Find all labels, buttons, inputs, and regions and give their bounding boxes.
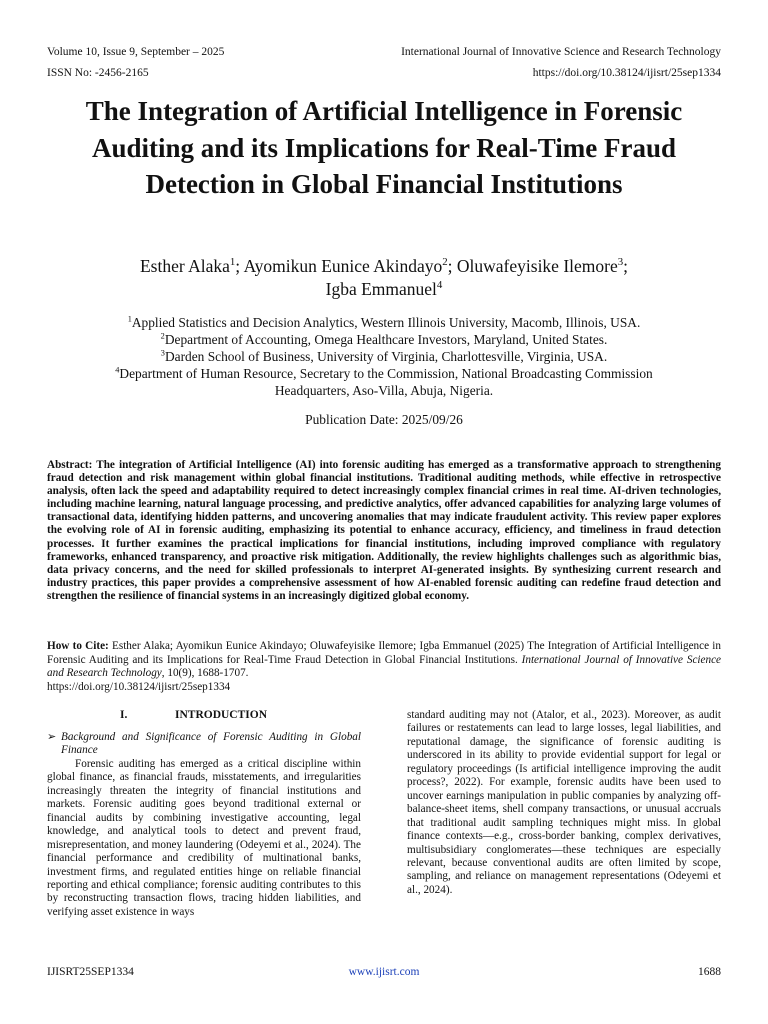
affiliation: $^4$Department of Human Resource, Secretary to the Commission, National Broadcasting Commission Headquarters, Aso-Villa, Abuja, Nigeria.: [115, 365, 653, 398]
body-paragraph: Forensic auditing has emerged as a critical discipline within global finance, as financial frauds, misstatements, and irregularities increasingly threaten the integrity of financial institutions and markets. Forensic auditing goes beyond traditional external or financial audits by combining investigative accounting, legal knowledge, and analytical tools to detect and prevent fraud, misrepresentation, and money laundering (Odeyemi et al., 2024). The financial performance and credibility of multinational banks, investment firms, and regulated entities hinge on reliable financial reporting and ethical compliance; forensic auditing contributes to this by reconstructing transaction flows, tracing hidden liabilities, and verifying asset existence in ways: [47, 757, 361, 918]
arrow-bullet-icon: ➢: [47, 731, 57, 743]
footer-page-number: 1688: [698, 966, 721, 978]
citation-journal: International Journal of Innovative Science and Research Technology: [47, 653, 722, 679]
section-number: I.: [120, 709, 128, 721]
affiliation-list: [60, 314, 708, 399]
affiliation: $^1$Applied Statistics and Decision Analytics, Western Illinois University, Macomb, Illinois, USA.: [127, 314, 641, 330]
footer-website-link[interactable]: www.ijisrt.com: [348, 966, 420, 978]
author-affiliation-mark: 3: [617, 256, 624, 269]
author-affiliation-mark: 4: [436, 279, 443, 292]
author-name: Esther Alaka: [139, 256, 230, 276]
citation-doi-link[interactable]: https://doi.org/10.38124/ijisrt/25sep1334: [47, 680, 231, 693]
citation-details: , 10(9), 1688-1707.: [161, 667, 249, 679]
author-name: Ayomikun Eunice Akindayo: [243, 256, 443, 276]
subsection-heading: [47, 731, 361, 758]
section-title: INTRODUCTION: [175, 709, 268, 721]
volume-info: Volume 10, Issue 9, September – 2025: [47, 46, 225, 58]
paper-title: The Integration of Artificial Intelligence in Forensic Auditing and its Implications for Real-Time Fraud Detection in Global Financial Institutions: [85, 96, 683, 199]
citation-text: Esther Alaka; Ayomikun Eunice Akindayo; Oluwafeyisike Ilemore; Igba Emmanuel (2025) The Integration of Artificial Intelligence in Forensic Auditing and its Implications for Real-Time Fraud Detection in Global Financial Institutions.: [47, 640, 721, 666]
author-list: Esther Alaka$^1$; Ayomikun Eunice Akindayo$^2$; Oluwafeyisike Ilemore$^3$; Igba Emmanuel$^4$: [139, 256, 629, 299]
issn-info: ISSN No: -2456-2165: [47, 67, 149, 79]
abstract: Abstract: The integration of Artificial Intelligence (AI) into forensic auditing has emerged as a transformative approach to strengthening fraud detection and risk management within global financial institutions. Traditional auditing methods, while effective in retrospective analysis, often lack the speed and adaptability required to detect increasingly complex financial crimes in real time. AI-driven technologies, including machine learning, natural language processing, and predictive analytics, offer advanced capabilities for analyzing large volumes of transactional data, identifying hidden patterns, and uncovering anomalies that may indicate fraudulent activity. This review paper explores the evolving role of AI in forensic auditing, emphasizing its potential to enhance accuracy, efficiency, and timeliness in fraud detection processes. It further examines the practical implications for financial institutions, including improved compliance with regulatory frameworks, enhanced transparency, and proactive risk mitigation. Additionally, the review highlights challenges such as algorithmic bias, data privacy concerns, and the need for skilled professionals to interpret AI-generated insights. By synthesizing current research and industry practices, this paper provides a comprehensive assessment of how AI-enabled forensic auditing can redefine fraud detection and strengthen the resilience of financial systems in an increasingly digitized global economy.: [47, 459, 721, 602]
subsection-title: Background and Significance of Forensic Auditing in Global Finance: [61, 731, 361, 757]
affiliation: $^3$Darden School of Business, University of Virginia, Charlottesville, Virginia, USA.: [160, 348, 608, 364]
publication-date: Publication Date: 2025/09/26: [305, 412, 463, 427]
author-affiliation-mark: 1: [229, 256, 236, 269]
how-to-cite-label: How to Cite:: [47, 640, 109, 652]
author-name: Oluwafeyisike Ilemore: [456, 256, 618, 276]
body-paragraph-continued: standard auditing may not (Atalor, et al., 2023). Moreover, as audit failures or restatements can lead to large losses, legal liabilities, and reputational damage, the significance of forensic auditing is underscored in its ability to provide evidential support for legal or regulatory proceedings (Is artificial intelligence improving the audit process?, 2022). For example, forensic audits have been used to uncover earnings manipulation in public companies by analyzing off-balance-sheet items, shell company transactions, or unusual accruals that traditional audit sampling techniques might miss. In global finance contexts—e.g., cross-border banking, complex derivatives, multisubsidiary conglomerates—these techniques are especially relevant, because conventional audits are often limited by scope, sampling, and reliance on management representations (Odeyemi et al., 2024).: [407, 709, 721, 896]
affiliation: $^2$Department of Accounting, Omega Healthcare Investors, Maryland, United States.: [160, 331, 608, 347]
how-to-cite: [47, 640, 721, 694]
right-column: [407, 709, 721, 897]
author-name: Igba Emmanuel: [325, 279, 437, 299]
section-heading: [47, 709, 361, 723]
doi-link[interactable]: https://doi.org/10.38124/ijisrt/25sep1334: [532, 67, 721, 79]
footer-paper-code: IJISRT25SEP1334: [47, 966, 134, 978]
left-column: [47, 709, 361, 919]
author-affiliation-mark: 2: [442, 256, 448, 269]
journal-name: International Journal of Innovative Science and Research Technology: [401, 46, 721, 58]
